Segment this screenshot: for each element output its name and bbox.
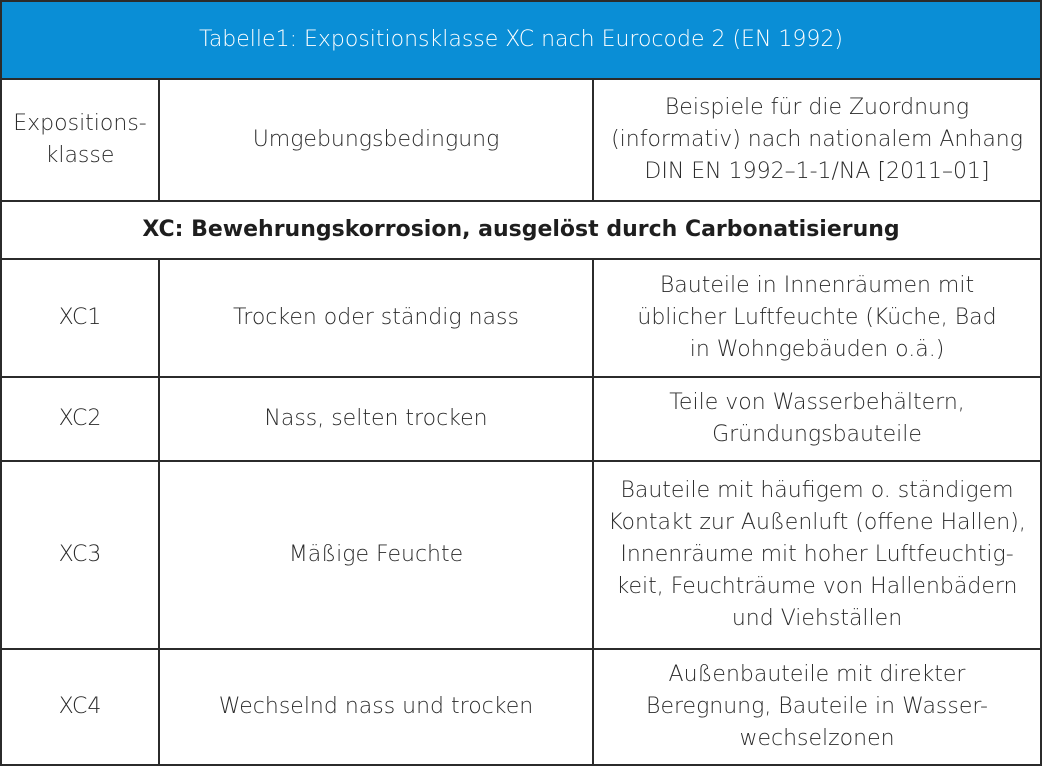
table-row [1,259,1041,377]
cell-class: XC2 [1,377,159,461]
section-title: XC: Bewehrungskorrosion, ausgelöst durch Carbonatisierung [1,201,1041,259]
table-title-row [1,1,1041,79]
cell-condition: Mäßige Feuchte [159,461,593,649]
table-row [1,649,1041,765]
header-exposure-class: Expositions- klasse [1,79,159,201]
section-header-row [1,201,1041,259]
cell-condition: Wechselnd nass und trocken [159,649,593,765]
header-environment-condition: Umgebungsbedingung [159,79,593,201]
cell-condition: Trocken oder ständig nass [159,259,593,377]
cell-examples: Außenbauteile mit direkter Beregnung, Bauteile in Wasser- wechselzonen [593,649,1041,765]
cell-examples: Teile von Wasserbehältern, Gründungsbauteile [593,377,1041,461]
table-header-row [1,79,1041,201]
cell-class: XC3 [1,461,159,649]
table-title: Tabelle1: Expositionsklasse XC nach Eurocode 2 (EN 1992) [1,1,1041,79]
table-row [1,377,1041,461]
cell-class: XC1 [1,259,159,377]
table-row [1,461,1041,649]
cell-examples: Bauteile in Innenräumen mit üblicher Luftfeuchte (Küche, Bad in Wohngebäuden o.ä.) [593,259,1041,377]
cell-condition: Nass, selten trocken [159,377,593,461]
cell-class: XC4 [1,649,159,765]
cell-examples: Bauteile mit häufigem o. ständigem Kontakt zur Außenluft (offene Hallen), Innenräume mit hoher Luftfeuchtig- keit, Feuchträume von Hallenbädern und Viehställen [593,461,1041,649]
header-examples: Beispiele für die Zuordnung (informativ) nach nationalem Anhang DIN EN 1992–1-1/NA [2011–01] [593,79,1041,201]
